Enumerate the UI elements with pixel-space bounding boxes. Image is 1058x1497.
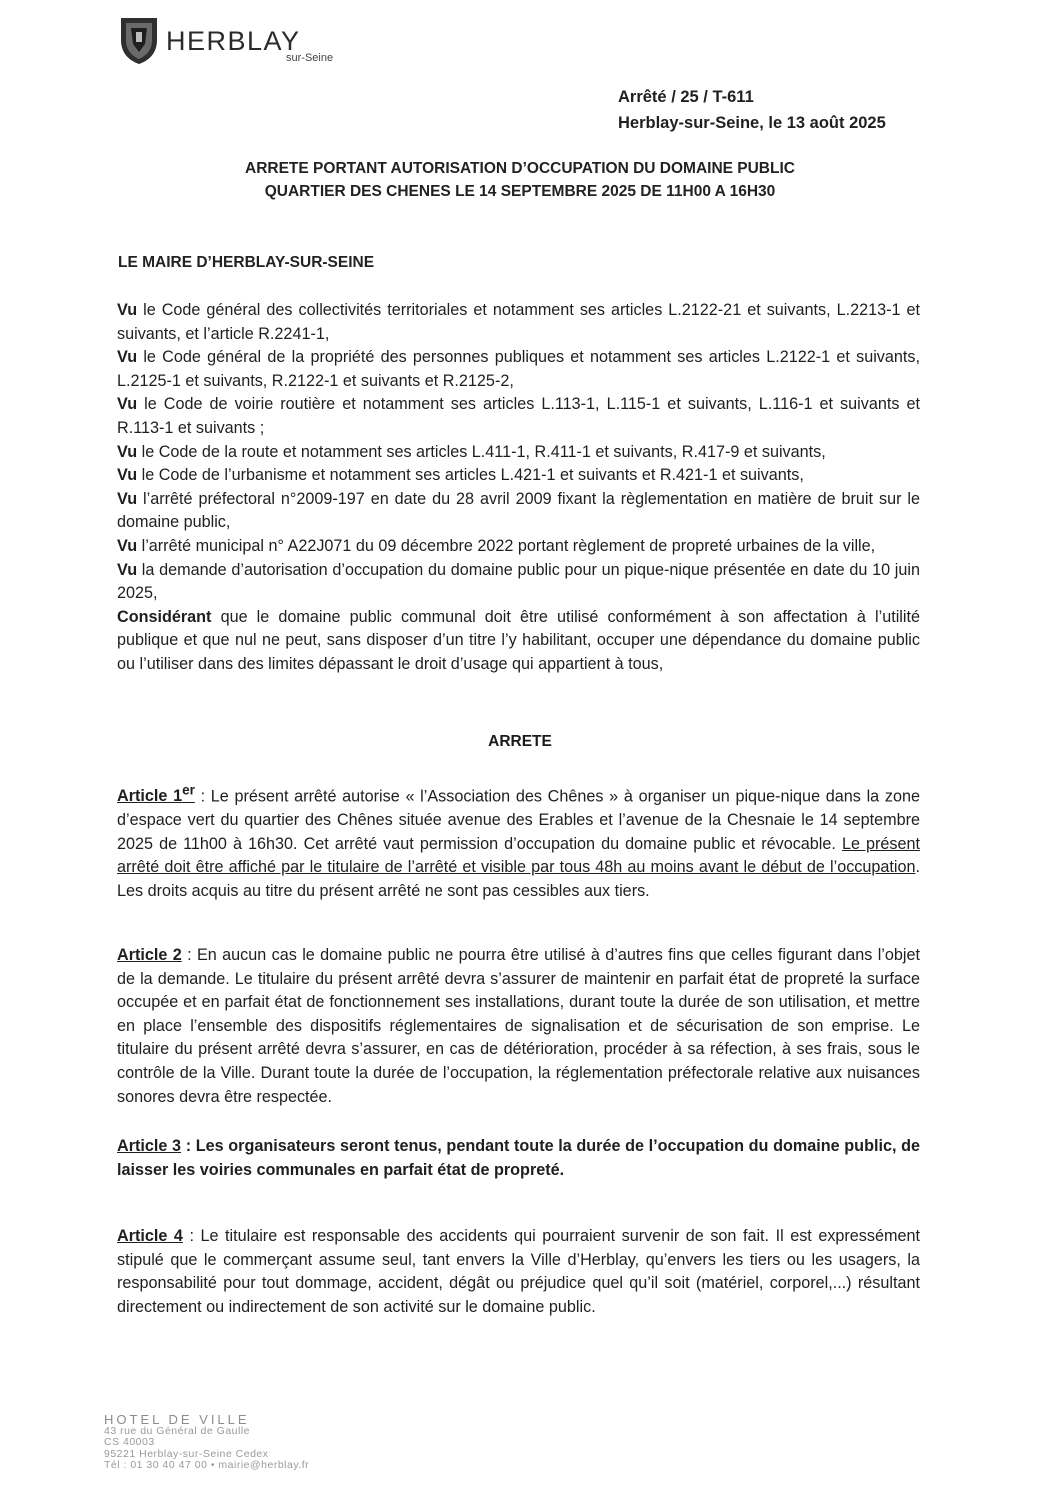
title-line-1: ARRETE PORTANT AUTORISATION D’OCCUPATION DU DOMAINE PUBLIC <box>245 160 795 177</box>
document-title <box>120 157 920 203</box>
visa-item: Vu le Code de voirie routière et notamment ses articles L.113-1, L.115-1 et suivants, L.116-1 et suivants et R.113-1 et suivants ; <box>117 395 920 437</box>
footer-address <box>104 1414 309 1472</box>
display-requirement: Le présent arrêté doit être affiché par le titulaire de l’arrêté et visible par tous 48h au moins avant le début de l’occupation <box>117 834 921 877</box>
decree-number: Arrêté / 25 / T-611 <box>618 88 754 106</box>
article-1-heading: Article 1er <box>117 783 195 806</box>
visas-section <box>117 299 920 677</box>
visa-item: Vu l’arrêté préfectoral n°2009-197 en date du 28 avril 2009 fixant la règlementation en matière de bruit sur le domaine public, <box>117 489 920 532</box>
visa-item: Vu le Code de la route et notamment ses articles L.411-1, R.411-1 et suivants, R.417-9 et suivants, <box>117 442 826 461</box>
visa-item: Vu le Code général de la propriété des personnes publiques et notamment ses articles L.2122-1 et suivants, L.2125-1 et suivants, R.2122-1 et suivants et R.2125-2, <box>117 348 920 390</box>
footer-line: 43 rue du Général de Gaulle <box>104 1424 251 1437</box>
visa-item: Vu le Code général des collectivités territoriales et notamment ses articles L.2122-21 et suivants, L.2213-1 et suivants, et l’article R.2241-1, <box>117 301 920 343</box>
title-line-2: QUARTIER DES CHENES LE 14 SEPTEMBRE 2025 DE 11H00 A 16H30 <box>264 183 776 200</box>
article-2-heading: Article 2 <box>117 946 182 964</box>
crest-icon <box>118 14 160 66</box>
article-1: Article 1er : Le présent arrêté autorise « l’Association des Chênes » à organiser un pique-nique dans la zone d’espace vert du quartier des Chênes située avenue des Erables et l’avenue de la Chesnaie le 14 septembre 2025 de 11h00 à 16h30. Cet arrêté vaut permission d’occupation du domaine public et révocable. Le présent arrêté doit être affiché par le titulaire de l’arrêté et visible par tous 48h au moins avant le début de l’occupation. Les droits acquis au titre du présent arrêté ne sont pas cessibles aux tiers. <box>117 783 921 900</box>
visa-item: Vu l’arrêté municipal n° A22J071 du 09 décembre 2022 portant règlement de propreté urbaines de la ville, <box>117 536 876 555</box>
authority-heading: LE MAIRE D’HERBLAY-SUR-SEINE <box>118 254 375 271</box>
city-logo <box>118 14 333 66</box>
footer-line: CS 40003 <box>104 1436 155 1448</box>
footer-heading: HOTEL DE VILLE <box>104 1412 250 1427</box>
article-3: Article 3 : Les organisateurs seront tenus, pendant toute la durée de l’occupation du domaine public, de laisser les voiries communales en parfait état de propreté. <box>117 1137 920 1179</box>
article-4: Article 4 : Le titulaire est responsable des accidents qui pourraient survenir de son fait. Il est expressément stipulé que le commerçant assume seul, tant envers la Ville d’Herblay, qu’envers les tiers ou les usagers, la responsabilité pour tout dommage, accident, dégât ou préjudice quel qu’il soit (matériel, corporel,...) résultant directement ou indirectement de son activité sur le domaine public. <box>117 1227 920 1316</box>
decree-heading: ARRETE <box>488 733 552 750</box>
logo-name: HERBLAY <box>166 26 301 56</box>
article-2: Article 2 : En aucun cas le domaine public ne pourra être utilisé à d’autres fins que celles figurant dans l’objet de la demande. Le titulaire du présent arrêté devra s’assurer de maintenir en parfait état de propreté la surface occupée et en parfait état de fonctionnement ses installations, durant toute la durée de son utilisation, et mettre en place l’ensemble des dispositifs réglementaires de signalisation et de sécurisation de son emprise. Le titulaire du présent arrêté devra s’assurer, en cas de détérioration, procéder à sa réfection, à ses frais, sous le contrôle de la Ville. Durant toute la durée de l’occupation, la réglementation préfectorale relative aux nuisances sonores devra être respectée. <box>117 946 921 1106</box>
footer-line: 95221 Herblay-sur-Seine Cedex <box>104 1447 269 1460</box>
reference-block <box>618 84 886 136</box>
article-4-heading: Article 4 <box>117 1227 183 1245</box>
footer-contact: Tél : 01 30 40 47 00 • mairie@herblay.fr <box>104 1459 310 1471</box>
place-date: Herblay-sur-Seine, le 13 août 2025 <box>618 114 886 132</box>
visa-item: Vu la demande d’autorisation d’occupation du domaine public pour un pique-nique présentée en date du 10 juin 2025, <box>117 560 920 603</box>
logo-subtitle: sur-Seine <box>286 52 334 64</box>
visa-item: Vu le Code de l’urbanisme et notamment ses articles L.421-1 et suivants et R.421-1 et suivants, <box>117 466 804 485</box>
article-3-heading: Article 3 <box>117 1137 182 1155</box>
considering-item: Considérant que le domaine public communal doit être utilisé conformément à son affectation à l’utilité publique et que nul ne peut, sans disposer d’un titre l’y habilitant, occuper une dépendance du domaine public ou l’utiliser dans des limites dépassant le droit d’usage qui appartient à tous, <box>117 607 920 673</box>
